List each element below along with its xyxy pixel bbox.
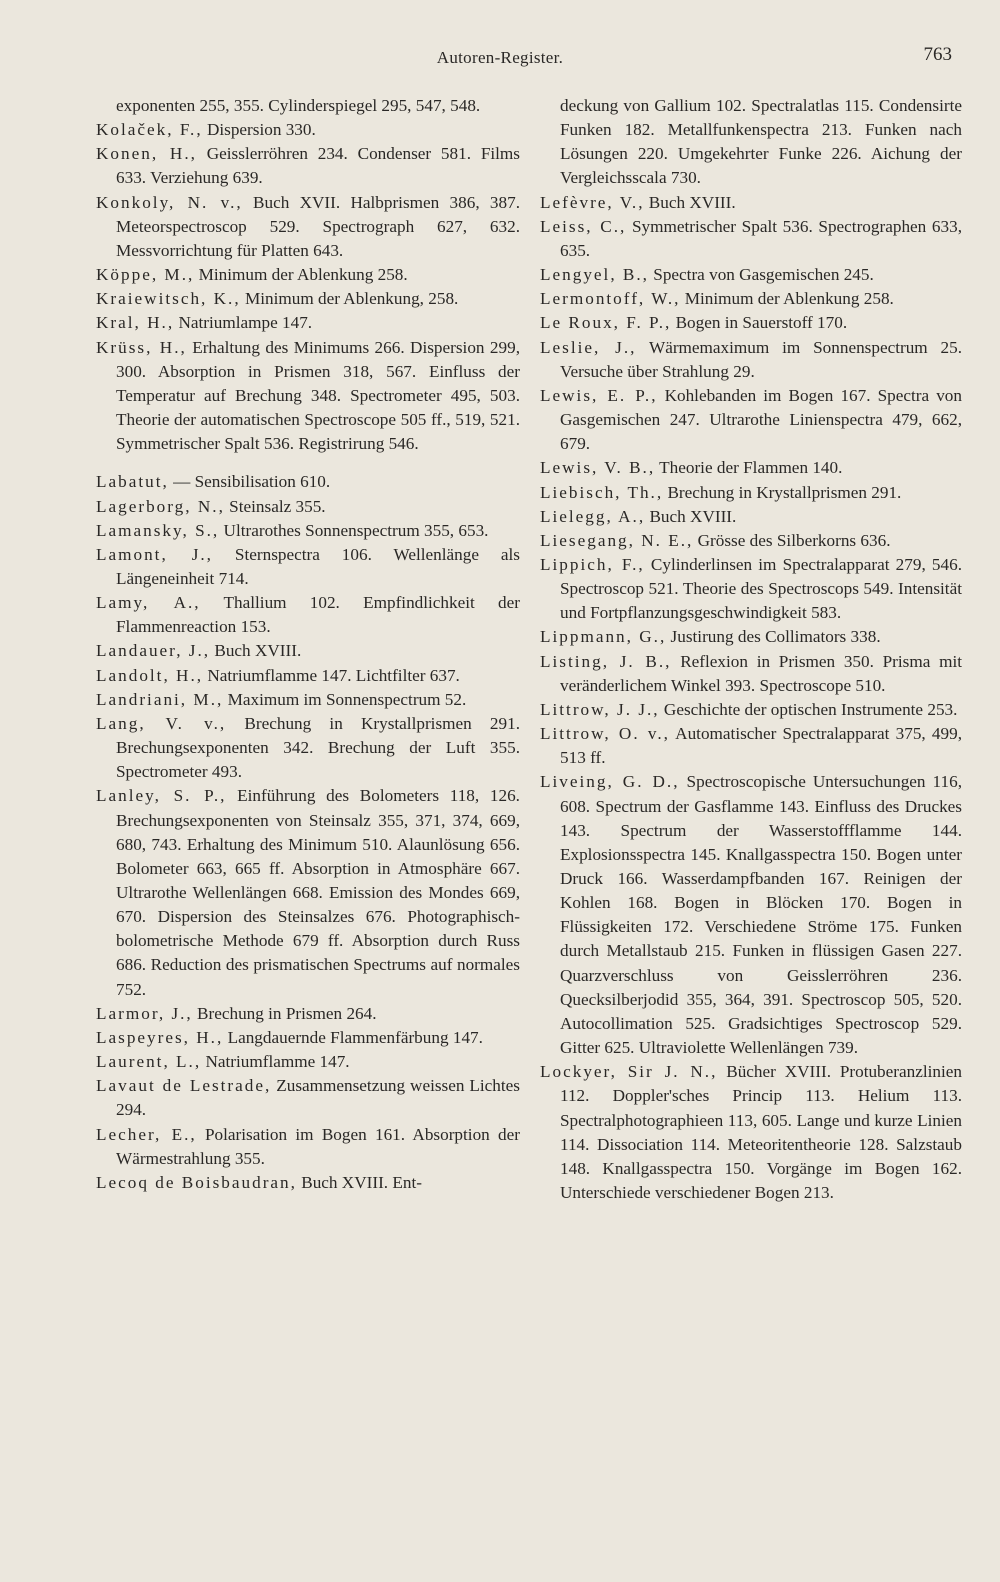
entry-references: Erhaltung des Minimums 266. Dispersion 299, 300. Absorption in Prismen 318, 567. Einfluss der Temperatur auf Brechung 348. Spectrometer 495, 503. Theorie der automatischen Spectroscope 505 ff., 519, 521. Symmetrischer Spalt 536. Registrirung 546. <box>116 337 520 454</box>
index-entry <box>96 688 520 712</box>
right-column <box>540 94 962 1205</box>
author-name: Liebisch, Th., <box>540 482 664 502</box>
author-name: Listing, J. B., <box>540 651 672 671</box>
author-name: Kral, H., <box>96 313 175 333</box>
entry-references: Brechung in Prismen 264. <box>192 1003 377 1023</box>
index-entry <box>96 712 520 784</box>
entry-references: Ultrarothes Sonnenspectrum 355, 653. <box>219 520 489 540</box>
entry-references: Bogen in Sauerstoff 170. <box>671 313 848 333</box>
index-entry <box>96 1026 520 1050</box>
author-name: Littrow, J. J., <box>540 699 660 719</box>
entry-references: Einführung des Bolometers 118, 126. Brechungsexponenten von Steinsalz 355, 371, 374, 669, 680, 743. Erhaltung des Minimum 510. Alaunlösung 656. Bolometer 663, 665 ff. Absorption in Atmosphäre 667. Ultrarothe Wellenlängen 668. Emission des Mondes 669, 670. Dispersion des Steinsalzes 676. Photographisch-bolometrische Methode 679 ff. Absorption durch Russ 686. Reduction des prismatischen Spectrums auf normales 752. <box>116 786 520 999</box>
index-entry <box>540 311 962 335</box>
index-entry <box>540 263 962 287</box>
entry-references: deckung von Gallium 102. Spectralatlas 115. Condensirte Funken 182. Metallfunkenspectra 213. Funken nach Lösungen 220. Umgekehrter Funke 226. Aichung der Vergleichsscala 730. <box>560 96 962 188</box>
author-name: Lamansky, S., <box>96 520 220 540</box>
author-name: Landauer, J., <box>96 641 211 661</box>
index-entry <box>96 784 520 1001</box>
author-name: Larmor, J., <box>96 1003 193 1023</box>
entry-references: Steinsalz 355. <box>224 496 326 516</box>
author-name: Landriani, M., <box>96 689 224 709</box>
index-entry <box>540 553 962 625</box>
author-name: Köppe, M., <box>96 265 195 285</box>
entry-references: Minimum der Ablenkung 258. <box>194 265 408 285</box>
entry-references: Spectroscopische Untersuchungen 116, 608. Spectrum der Gasflamme 143. Einfluss des Druckes 143. Spectrum der Wasserstoffflamme 144. Explosionsspectra 145. Knallgasspectra 150. Bogen unter Druck 166. Wasserdampfbanden 167. Reinigen der Kohlen 168. Bogen in Blöcken 170. Bogen in Flüssigkeiten 172. Verschiedene Ströme 175. Funken durch Metallstaub 215. Funken in flüssigen Gasen 227. Quarzverschluss von Geisslerröhren 236. Quecksilberjodid 355, 364, 391. Spectroscop 505, 520. Autocollimation 525. Gradsichtiges Spectroscop 529. Gitter 625. Ultraviolette Wellenlängen 739. <box>560 772 962 1058</box>
page-number: 763 <box>923 44 952 65</box>
entry-references: Automatischer Spectralapparat 375, 499, 513 ff. <box>560 724 963 768</box>
entry-references: Zusammensetzung weissen Lichtes 294. <box>116 1076 520 1120</box>
author-name: Lermontoff, W., <box>540 289 681 309</box>
author-name: Laurent, L., <box>96 1052 202 1072</box>
author-name: Lecoq de Boisbaudran, <box>96 1172 297 1192</box>
left-column <box>96 94 520 1195</box>
author-name: Leslie, J., <box>540 337 637 357</box>
index-entry <box>540 215 962 263</box>
index-entry <box>540 529 962 553</box>
author-name: Lockyer, Sir J. N., <box>540 1062 718 1082</box>
author-name: Lewis, E. P., <box>540 385 658 405</box>
index-entry <box>96 336 520 457</box>
author-name: Landolt, H., <box>96 665 204 685</box>
index-entry <box>540 456 962 480</box>
author-name: Lefèvre, V., <box>540 192 645 212</box>
entry-references: Natriumflamme 147. <box>201 1052 350 1072</box>
index-entry <box>540 94 962 191</box>
entry-references: Kohlebanden im Bogen 167. Spectra von Gasgemischen 247. Ultrarothe Linienspectra 479, 662, 679. <box>560 385 962 454</box>
index-entry <box>96 470 520 494</box>
author-name: Lippmann, G., <box>540 627 667 647</box>
index-entry <box>96 1123 520 1171</box>
entry-references: exponenten 255, 355. Cylinderspiegel 295, 547, 548. <box>116 96 481 115</box>
author-name: Lamy, A., <box>96 593 201 613</box>
index-entry <box>96 543 520 591</box>
index-entry <box>96 311 520 335</box>
entry-references: Bücher XVIII. Protuberanzlinien 112. Doppler'sches Princip 113. Helium 113. Spectralphotographieen 113, 605. Lange und kurze Linien 114. Dissociation 114. Meteoritentheorie 128. Salzstaub 148. Knallgasspectra 150. Vorgänge im Bogen 162. Unterschiede verschiedener Bogen 213. <box>560 1062 962 1203</box>
index-entry <box>96 1050 520 1074</box>
entry-references: Buch XVIII. <box>210 641 302 661</box>
author-name: Liesegang, N. E., <box>540 530 694 550</box>
author-name: Lagerborg, N., <box>96 496 225 516</box>
index-entry <box>96 191 520 263</box>
index-entry <box>540 336 962 384</box>
author-name: Lengyel, B., <box>540 265 649 285</box>
index-entry <box>540 650 962 698</box>
author-name: Krüss, H., <box>96 337 187 357</box>
index-entry <box>96 142 520 190</box>
index-entry <box>96 639 520 663</box>
author-name: Lamont, J., <box>96 544 213 564</box>
entry-references: Geisslerröhren 234. Condenser 581. Films 633. Verziehung 639. <box>116 144 520 188</box>
entry-references: Grösse des Silberkorns 636. <box>693 530 891 550</box>
author-name: Konkoly, N. v., <box>96 192 243 212</box>
index-entry <box>540 191 962 215</box>
index-entry <box>540 698 962 722</box>
entry-references: Geschichte der optischen Instrumente 253. <box>659 699 958 719</box>
author-name: Leiss, C., <box>540 216 627 236</box>
index-entry <box>96 519 520 543</box>
author-name: Laspeyres, H., <box>96 1027 224 1047</box>
index-entry <box>96 664 520 688</box>
index-entry <box>540 770 962 1060</box>
entry-references: Polarisation im Bogen 161. Absorption der Wärmestrahlung 355. <box>116 1124 520 1168</box>
author-name: Lecher, E., <box>96 1124 197 1144</box>
index-entry <box>540 505 962 529</box>
entry-references: Spectra von Gasgemischen 245. <box>648 265 874 285</box>
author-name: Liveing, G. D., <box>540 772 680 792</box>
index-entry <box>96 1171 520 1195</box>
entry-references: Theorie der Flammen 140. <box>655 458 843 478</box>
entry-references: Maximum im Sonnenspectrum 52. <box>223 689 467 709</box>
index-entry <box>96 118 520 142</box>
entry-references: Buch XVIII. <box>645 506 737 526</box>
author-name: Lavaut de Lestrade, <box>96 1076 272 1096</box>
entry-references: Minimum der Ablenkung 258. <box>680 289 894 309</box>
author-name: Kraiewitsch, K., <box>96 289 241 309</box>
entry-references: — Sensibilisation 610. <box>168 472 331 492</box>
author-name: Kolaček, F., <box>96 120 203 140</box>
running-header: Autoren-Register. <box>436 48 564 67</box>
entry-references: Justirung des Collimators 338. <box>666 627 881 647</box>
entry-references: Thallium 102. Empfindlichkeit der Flammenreaction 153. <box>116 593 520 637</box>
index-entry <box>540 722 962 770</box>
index-entry <box>96 591 520 639</box>
index-entry <box>96 263 520 287</box>
author-name: Lielegg, A., <box>540 506 646 526</box>
author-name: Labatut, <box>96 472 169 492</box>
author-name: Konen, H., <box>96 144 197 164</box>
index-entry <box>96 495 520 519</box>
entry-references: Langdauernde Flammenfärbung 147. <box>223 1027 483 1047</box>
index-entry <box>540 287 962 311</box>
index-entry <box>96 287 520 311</box>
entry-references: Wärmemaximum im Sonnenspectrum 25. Versuche über Strahlung 29. <box>560 337 963 381</box>
author-name: Lewis, V. B., <box>540 458 656 478</box>
entry-references: Reflexion in Prismen 350. Prisma mit veränderlichem Winkel 393. Spectroscope 510. <box>560 651 962 695</box>
author-name: Littrow, O. v., <box>540 724 670 744</box>
index-entry <box>540 1060 962 1205</box>
index-entry <box>96 94 520 118</box>
entry-references: Brechung in Krystallprismen 291. <box>663 482 902 502</box>
entry-references: Brechung in Krystallprismen 291. Brechungsexponenten 342. Brechung der Luft 355. Spectrometer 493. <box>116 713 520 782</box>
entry-references: Buch XVII. Halbprismen 386, 387. Meteorspectroscop 529. Spectrograph 627, 632. Messvorrichtung für Platten 643. <box>116 192 520 260</box>
author-name: Le Roux, F. P., <box>540 313 672 333</box>
index-entry <box>540 625 962 649</box>
index-entry <box>96 1074 520 1122</box>
entry-references: Buch XVIII. Ent- <box>296 1172 422 1192</box>
entry-references: Natriumflamme 147. Lichtfilter 637. <box>203 665 460 685</box>
author-name: Lanley, S. P., <box>96 786 227 806</box>
entry-references: Cylinderlinsen im Spectralapparat 279, 546. Spectroscop 521. Theorie des Spectroscops 549. Intensität und Fortpflanzungsgeschwindigkeit 583. <box>560 554 962 623</box>
index-entry <box>540 384 962 456</box>
index-entry <box>540 481 962 505</box>
entry-references: Symmetrischer Spalt 536. Spectrographen 633, 635. <box>560 216 962 260</box>
author-name: Lippich, F., <box>540 554 645 574</box>
author-name: Lang, V. v., <box>96 713 227 733</box>
entry-references: Natriumlampe 147. <box>174 313 313 333</box>
entry-references: Minimum der Ablenkung, 258. <box>240 289 459 309</box>
entry-references: Dispersion 330. <box>202 120 316 140</box>
entry-references: Sternspectra 106. Wellenlänge als Längeneinheit 714. <box>116 544 520 588</box>
entry-references: Buch XVIII. <box>644 192 736 212</box>
index-entry <box>96 1002 520 1026</box>
